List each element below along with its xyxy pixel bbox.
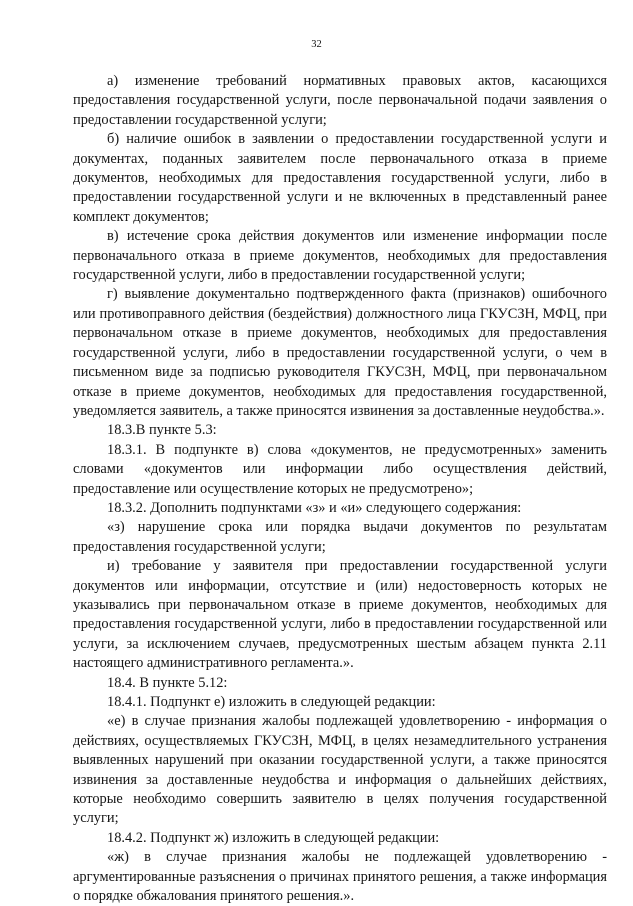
paragraph-18-4-2: 18.4.2. Подпункт ж) изложить в следующей редакции: — [107, 829, 440, 846]
section-heading-18-3: 18.3.В пункте 5.3: — [107, 422, 217, 439]
paragraph-18-4-1: 18.4.1. Подпункт е) изложить в следующей редакции: — [107, 694, 436, 710]
paragraph-item-zh: «ж) в случае признания жалобы не подлежащей удовлетворению - аргументированные разъяснения о причинах принятого решения, а также информация о порядке обжалования принятого решения.». — [73, 849, 607, 905]
paragraph-item-a: а) изменение требований нормативных правовых актов, касающихся предоставления государственной услуги, после первоначальной подачи заявления о предоставлении государственной услуги; — [73, 73, 607, 128]
page-number: 32 — [311, 39, 322, 50]
paragraph-18-3-2: 18.3.2. Дополнить подпунктами «з» и «и» следующего содержания: — [107, 499, 522, 516]
paragraph-18-3-1: 18.3.1. В подпункте в) слова «документов, не предусмотренных» заменить словами «документов или информации либо осуществления действий, предоставление или осуществление которых не предусмотрено»; — [73, 441, 607, 497]
paragraph-item-v: в) истечение срока действия документов или изменение информации после первоначального отказа в приеме документов, необходимых для предоставления государственной услуги, либо в предоставлении государственной услуги; — [73, 228, 607, 284]
paragraph-item-z: «з) нарушение срока или порядка выдачи документов по результатам предоставления государственной услуги; — [73, 519, 607, 555]
document-body — [73, 72, 607, 906]
section-heading-18-4: 18.4. В пункте 5.12: — [107, 674, 228, 691]
paragraph-item-i: и) требование у заявителя при предоставлении государственной услуги документов или информации, отсутствие и (или) недостоверность которых не указывались при первоначальном отказе в приеме документов, необходимых для предоставления государственной услуги, либо в предоставлении государственной или услуги, за исключением случаев, предусмотренных шестым абзацем пункта 2.11 настоящего административного регламента.». — [73, 558, 607, 672]
paragraph-item-e: «е) в случае признания жалобы подлежащей удовлетворению - информация о действиях, осуществляемых ГКУСЗН, МФЦ, в целях незамедлительного устранения выявленных нарушений при оказании государственной услуги, а также приносятся извинения за доставленные неудобства и информация о дальнейших действиях, которые необходимо совершить заявителю в целях получения государственной услуги; — [73, 713, 607, 827]
paragraph-item-b: б) наличие ошибок в заявлении о предоставлении государственной услуги и документах, поданных заявителем после первоначального отказа в приеме документов, необходимых для предоставления государственной услуги, либо в предоставлении государственной услуги и не включенных в представленный ранее комплект документов; — [73, 131, 607, 225]
paragraph-item-g: г) выявление документально подтвержденного факта (признаков) ошибочного или противоправного действия (бездействия) должностного лица ГКУСЗН, МФЦ, при первоначальном отказе в приеме документов, необходимых для предоставления государственной услуги, либо в предоставлении государственной услуги, о чем в письменном виде за подписью руководителя ГКУСЗН, МФЦ, при первоначальном отказе в приеме документов, необходимых для предоставления государственной, уведомляется заявитель, а также приносятся извинения за доставленные неудобства.». — [73, 286, 607, 419]
